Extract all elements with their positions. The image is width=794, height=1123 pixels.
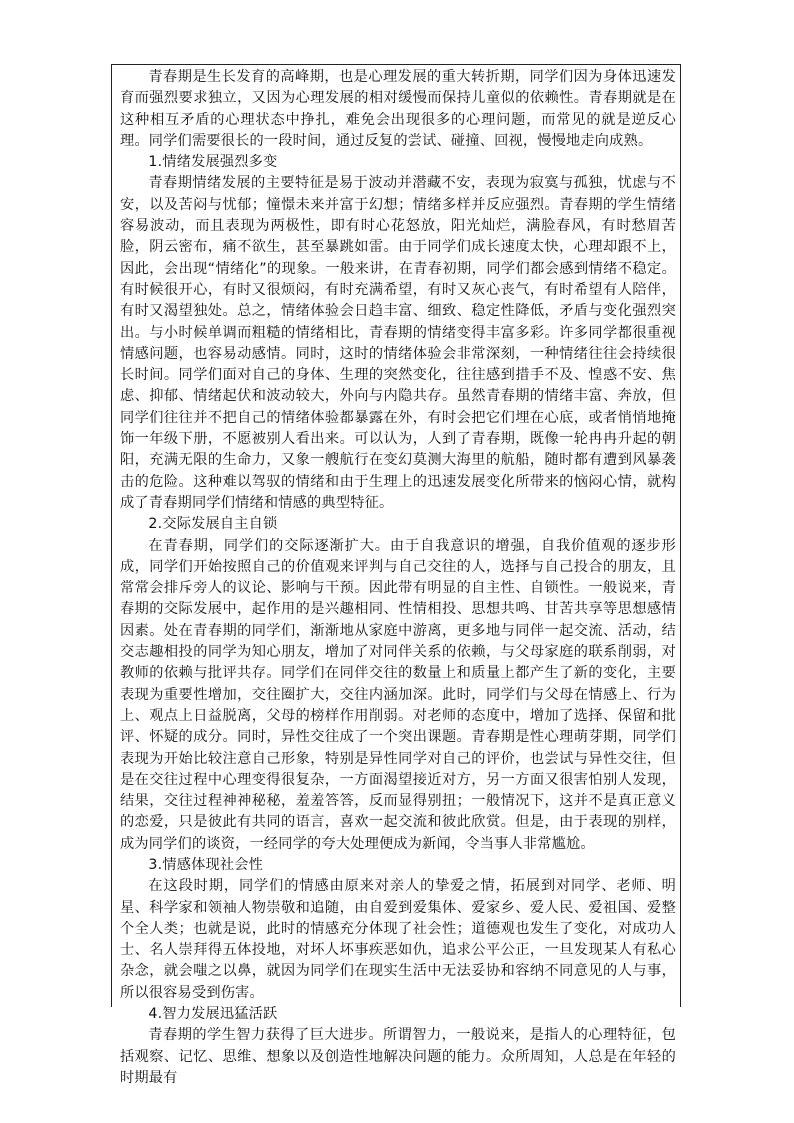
document-body — [120, 67, 676, 1089]
social-paragraph: 在青春期，同学们的交际逐渐扩大。由于自我意识的增强，自我价值观的逐步形成，同学们开始按照自己的价值观来评判与自己交往的人，选择与自己投合的朋友，且常常会排斥旁人的议论、影响与干预。因此带有明显的自主性、自锁性。一般说来，青春期的交际发展中，起作用的是兴趣相同、性情相投、思想共鸣、甘苦共享等思想感情因素。处在青春期的同学们，渐渐地从家庭中游离，更多地与同伴一起交流、活动，结交志趣相投的同学为知心朋友，增加了对同伴关系的依赖，与父母家庭的联系削弱，对教师的依赖与批评共存。同学们在同伴交往的数量上和质量上都产生了新的变化，主要表现为重要性增加，交往圈扩大，交往内涵加深。此时，同学们与父母在情感上、行为上、观点上日益脱离，父母的榜样作用削弱。对老师的态度中，增加了选择、保留和批评、怀疑的成分。同时，异性交往成了一个突出课题。青春期是性心理萌芽期，同学们表现为开始比较注意自己形象，特别是异性同学对自己的评价，也尝试与异性交往，但是在交往过程中心理变得很复杂，一方面渴望接近对方，另一方面又很害怕别人发现，结果，交往过程神神秘秘，羞羞答答，反而显得别扭；一般情况下，这并不是真正意义的恋爱，只是彼此有共同的语言，喜欢一起交流和彼此欣赏。但是，由于表现的别样，成为同学们的谈资，一经同学的夸大处理便成为新闻，令当事人非常尴尬。 — [120, 537, 676, 852]
section-heading-intellect: 4.智力发展迅猛活跃 — [148, 1006, 278, 1023]
intro-paragraph: 青春期是生长发育的高峰期，也是心理发展的重大转折期，同学们因为身体迅速发育而强烈要求独立，又因为心理发展的相对缓慢而保持儿童似的依赖性。青春期就是在这种相互矛盾的心理状态中挣扎，难免会出现很多的心理问题，而常见的就是逆反心理。同学们需要很长的一段时间，通过反复的尝试、碰撞、回视，慢慢地走向成熟。 — [120, 69, 676, 149]
feeling-paragraph: 在这段时期，同学们的情感由原来对亲人的挚爱之情，拓展到对同学、老师、明星、科学家和领袖人物崇敬和追随，由自爱到爱集体、爱家乡、爱人民、爱祖国、爱整个全人类；也就是说，此时的情感充分体现了社会性；道德观也发生了变化，对成功人士、名人崇拜得五体投地，对坏人坏事疾恶如仇，追求公平公正，一旦发现某人有私心杂念，就会嗤之以鼻，就因为同学们在现实生活中无法妥协和容纳不同意见的人与事，所以很容易受到伤害。 — [120, 878, 676, 1001]
section-heading-emotion: 1.情绪发展强烈多变 — [148, 154, 278, 171]
intellect-paragraph: 青春期的学生智力获得了巨大进步。所谓智力，一般说来，是指人的心理特征，包括观察、记忆、思维、想象以及创造性地解决问题的能力。众所周知，人总是在年轻的时期最有 — [120, 1027, 676, 1086]
section-heading-social: 2.交际发展自主自锁 — [148, 516, 278, 533]
emotion-paragraph: 青春期情绪发展的主要特征是易于波动并潜藏不安，表现为寂寞与孤独，忧虑与不安，以及苦闷与忧郁；憧憬未来并富于幻想；情绪多样并反应强烈。青春期的学生情绪容易波动，而且表现为两极性，即有时心花怒放，阳光灿烂，满脸春风，有时愁眉苦脸，阴云密布，痛不欲生，甚至暴跳如雷。由于同学们成长速度太快，心理却跟不上，因此，会出现“情绪化”的现象。一般来讲，在青春初期，同学们都会感到情绪不稳定。有时候很开心，有时又很烦闷，有时充满希望，有时又灰心丧气，有时希望有人陪伴，有时又渴望独处。总之，情绪体验会日趋丰富、细致、稳定性降低，矛盾与变化强烈突出。与小时候单调而粗糙的情绪相比，青春期的情绪变得丰富多彩。许多同学都很重视情感问题，也容易动感情。同时，这时的情绪体验会非常深刻，一种情绪往往会持续很长时间。同学们面对自己的身体、生理的突然变化，往往感到措手不及、惶惑不安、焦虑、抑郁、情绪起伏和波动较大，外向与内隐共存。虽然青春期的情绪丰富、奔放，但同学们往往并不把自己的情绪体验都暴露在外，有时会把它们埋在心底，或者悄悄地掩饰一年级下册，不愿被别人看出来。可以认为，人到了青春期，既像一轮冉冉升起的朝阳，充满无限的生命力，又象一艘航行在变幻莫测大海里的航船，随时都有遭到风暴袭击的危险。这种难以驾驭的情绪和由于生理上的迅速发展变化所带来的恼闷心情，就构成了青春期同学们情绪和情感的典型特征。 — [120, 175, 676, 511]
section-heading-feeling: 3.情感体现社会性 — [148, 856, 264, 873]
